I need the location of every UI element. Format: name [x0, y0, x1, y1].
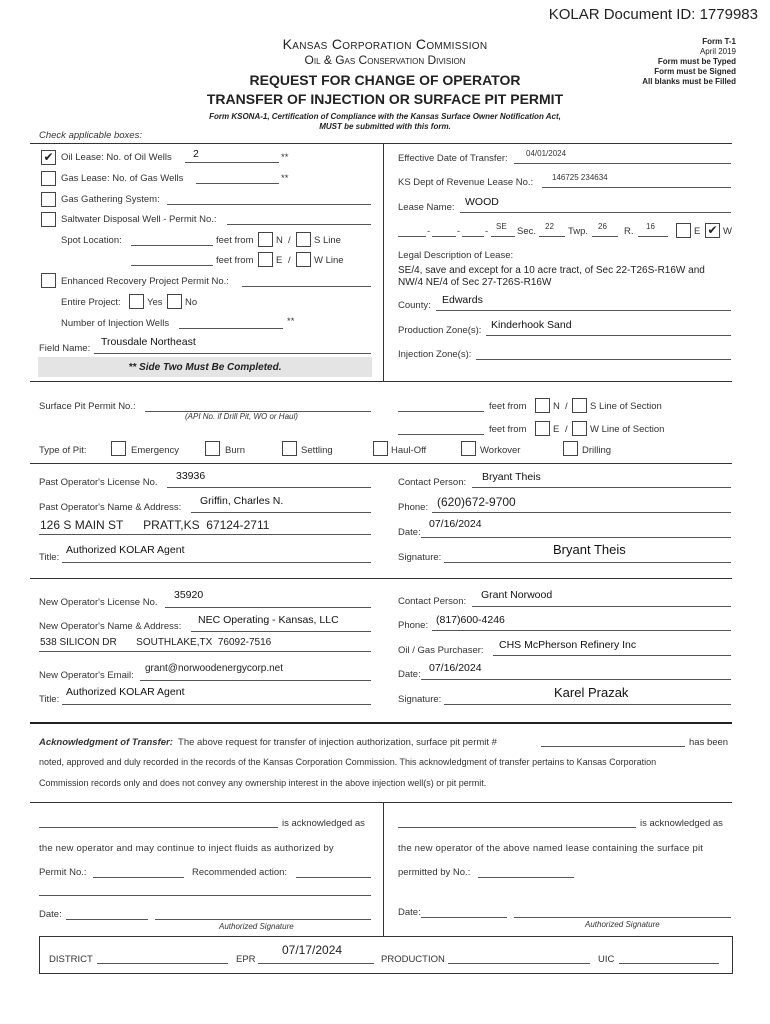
past-phone-value[interactable]: (620)672-9700 — [437, 495, 516, 509]
eff-date-line — [514, 163, 731, 164]
field-name-line — [94, 353, 371, 354]
r-line — [638, 236, 668, 237]
form-subtitle-2: MUST be submitted with this form. — [319, 122, 451, 131]
new-address-line — [39, 651, 371, 652]
num-inj-wells-line[interactable] — [179, 328, 283, 329]
lease-name-value[interactable]: WOOD — [465, 196, 499, 208]
new-name-label: New Operator's Name & Address: — [39, 621, 182, 632]
ack-left-line-2: the new operator and may continue to inject fluids as authorized by — [39, 843, 334, 854]
ack-text-2: noted, approved and duly recorded in the records of the Kansas Corporation Commission. This acknowledgment of transfer pertains to Kansas Corporation — [39, 757, 657, 767]
note-blanks: All blanks must be Filled — [642, 77, 736, 86]
loc-q3-line[interactable] — [462, 236, 484, 237]
num-inj-wells-label: Number of Injection Wells — [61, 318, 170, 329]
loc-dash-1: - — [427, 226, 431, 237]
twp-line — [592, 236, 618, 237]
note-signed: Form must be Signed — [654, 67, 736, 76]
new-signature-label: Signature: — [398, 694, 442, 705]
burn-label: Burn — [225, 445, 246, 456]
legal-desc-line-1[interactable]: SE/4, save and except for a 10 acre tract, of Sec 22-T26S-R16W and — [398, 265, 705, 276]
ack-left-rec-action: Recommended action: — [192, 867, 288, 878]
oil-lease-label: Oil Lease: No. of Oil Wells — [61, 152, 172, 163]
prod-zone-label: Production Zone(s): — [398, 325, 482, 336]
settling-checkbox[interactable] — [282, 441, 297, 456]
new-title-line — [62, 704, 371, 705]
county-value[interactable]: Edwards — [442, 294, 483, 306]
enhanced-label: Enhanced Recovery Project Permit No.: — [61, 276, 229, 287]
yes-checkbox[interactable] — [129, 294, 144, 309]
saltwater-checkbox[interactable] — [41, 212, 56, 227]
district-line[interactable] — [97, 963, 228, 964]
pit-feet-line-1[interactable] — [398, 411, 484, 412]
section-3-bottom — [30, 578, 732, 579]
new-license-line — [165, 607, 371, 608]
past-phone-line — [432, 512, 731, 513]
gas-gathering-line[interactable] — [167, 204, 371, 205]
legal-desc-label: Legal Description of Lease: — [398, 250, 514, 261]
new-title-label: Title: — [39, 694, 60, 705]
section-divider — [383, 143, 384, 381]
pit-slash-2: / — [565, 424, 568, 435]
ack-divider — [383, 802, 384, 937]
loc-dash-2: - — [457, 226, 461, 237]
legal-desc-line-2[interactable]: NW/4 NE/4 of Sec 27-T26S-R16W — [398, 277, 552, 288]
sec-line — [539, 236, 565, 237]
no-label: No — [185, 297, 198, 308]
new-contact-value[interactable]: Grant Norwood — [481, 589, 553, 601]
new-title-value[interactable]: Authorized KOLAR Agent — [66, 686, 185, 698]
new-email-label: New Operator's Email: — [39, 670, 134, 681]
burn-checkbox[interactable] — [205, 441, 220, 456]
ack-permit-line[interactable] — [541, 746, 685, 747]
w-line-label: W Line — [314, 255, 344, 266]
ack-text-3: Commission records only and does not convey any ownership interest in the above injection well(s) or pit permit. — [39, 778, 487, 788]
n-checkbox[interactable] — [258, 232, 273, 247]
county-label: County: — [398, 300, 431, 311]
ack-right-name-line[interactable] — [398, 827, 636, 828]
ks-dept-line — [542, 187, 731, 188]
hauloff-checkbox[interactable] — [373, 441, 388, 456]
pit-s-label: S Line of Section — [590, 401, 662, 412]
ack-left-permit-line[interactable] — [93, 877, 184, 878]
pit-slash-1: / — [565, 401, 568, 412]
num-inj-wells-stars: ** — [287, 316, 295, 327]
ack-top-border — [30, 802, 732, 803]
pit-api-note: (API No. if Drill Pit, WO or Haul) — [185, 412, 298, 421]
gas-wells-line[interactable] — [196, 183, 279, 184]
past-license-value[interactable]: 33936 — [176, 470, 206, 482]
spot-feet-from-1: feet from — [216, 235, 254, 246]
past-date-label: Date: — [398, 527, 421, 538]
loc-q4-line — [491, 236, 515, 237]
new-license-label: New Operator's License No. — [39, 597, 158, 608]
ack-paragraph-line-1 — [39, 737, 497, 748]
new-email-line — [140, 680, 371, 681]
section-4-bottom — [30, 722, 732, 724]
gas-gathering-checkbox[interactable] — [41, 192, 56, 207]
emergency-checkbox[interactable] — [111, 441, 126, 456]
n-label: N — [276, 235, 283, 246]
new-name-line — [191, 631, 371, 632]
pit-permit-label: Surface Pit Permit No.: — [39, 401, 136, 412]
past-signature-line — [444, 562, 731, 563]
spot-location-line-2[interactable] — [131, 265, 213, 266]
pit-n-checkbox[interactable] — [535, 398, 550, 413]
ack-left-signature-line[interactable] — [155, 919, 371, 920]
past-contact-label: Contact Person: — [398, 477, 467, 488]
oil-wells-value[interactable]: 2 — [193, 148, 199, 160]
past-title-line — [62, 562, 371, 563]
r-label: R. — [624, 226, 634, 237]
pit-e-checkbox[interactable] — [535, 421, 550, 436]
ack-heading: Acknowledgment of Transfer: — [39, 737, 173, 748]
past-title-label: Title: — [39, 552, 60, 563]
past-name-line — [191, 512, 371, 513]
gas-wells-stars: ** — [281, 173, 289, 184]
form-title-2: TRANSFER OF INJECTION OR SURFACE PIT PERMIT — [206, 91, 564, 107]
w-checkbox[interactable] — [296, 252, 311, 267]
form-number: Form T-1 — [702, 37, 736, 46]
loc-q2-line[interactable] — [432, 236, 456, 237]
e-label: E — [276, 255, 283, 266]
pit-feet-line-2[interactable] — [398, 434, 484, 435]
slash-1: / — [288, 235, 291, 246]
past-name-label: Past Operator's Name & Address: — [39, 502, 182, 513]
epr-label: EPR — [236, 954, 256, 965]
pit-n-label: N — [553, 401, 560, 412]
pit-w-label: W Line of Section — [590, 424, 665, 435]
inj-zone-label: Injection Zone(s): — [398, 349, 472, 360]
ack-left-rec-line[interactable] — [296, 877, 371, 878]
side-two-text: ** Side Two Must Be Completed. — [128, 362, 282, 373]
ack-left-date-label: Date: — [39, 909, 62, 920]
enhanced-line[interactable] — [242, 286, 371, 287]
uic-label: UIC — [598, 954, 615, 965]
form-date: April 2019 — [699, 47, 736, 56]
division-name: Oil & Gas Conservation Division — [304, 53, 466, 67]
past-date-line — [421, 537, 731, 538]
range-w-label: W — [723, 226, 732, 237]
agency-name: Kansas Corporation Commission — [282, 36, 488, 52]
form-subtitle-1: Form KSONA-1, Certification of Compliance with the Kansas Surface Owner Notification Act, — [209, 112, 561, 121]
loc-q4-value[interactable]: SE — [496, 222, 507, 231]
ack-right-auth-sig: Authorized Signature — [585, 920, 660, 929]
entire-project-label: Entire Project: — [61, 297, 121, 308]
ack-right-date-line[interactable] — [421, 917, 507, 918]
s-line-label: S Line — [314, 235, 341, 246]
ack-left-blank-line[interactable] — [39, 895, 371, 896]
new-date-label: Date: — [398, 669, 421, 680]
past-signature-label: Signature: — [398, 552, 442, 563]
pit-type-label: Type of Pit: — [39, 445, 87, 456]
ack-right-permitted-by: permitted by No.: — [398, 867, 471, 878]
loc-q1-line[interactable] — [398, 236, 426, 237]
past-contact-value[interactable]: Bryant Theis — [482, 471, 541, 483]
section-2-bottom — [30, 463, 732, 464]
uic-line[interactable] — [619, 963, 719, 964]
ack-left-is-ack: is acknowledged as — [282, 818, 365, 829]
new-contact-label: Contact Person: — [398, 596, 467, 607]
spot-feet-from-2: feet from — [216, 255, 254, 266]
eff-date-label: Effective Date of Transfer: — [398, 153, 508, 164]
oil-lease-checkbox[interactable]: ✔ — [41, 150, 56, 165]
epr-date-value[interactable]: 07/17/2024 — [282, 943, 343, 957]
new-phone-label: Phone: — [398, 620, 429, 631]
kolar-document-id: KOLAR Document ID: 1779983 — [548, 6, 758, 23]
production-label: PRODUCTION — [381, 954, 445, 965]
ack-right-is-ack: is acknowledged as — [640, 818, 723, 829]
drilling-label: Drilling — [582, 445, 612, 456]
saltwater-label: Saltwater Disposal Well - Permit No.: — [61, 214, 217, 225]
field-name-value[interactable]: Trousdale Northeast — [101, 336, 196, 348]
ack-has-been: has been — [689, 737, 729, 748]
sec-value[interactable]: 22 — [545, 222, 554, 231]
no-checkbox[interactable] — [167, 294, 182, 309]
s-checkbox[interactable] — [296, 232, 311, 247]
past-phone-label: Phone: — [398, 502, 429, 513]
inj-zone-line[interactable] — [476, 359, 731, 360]
district-label: DISTRICT — [49, 954, 93, 965]
check-applicable-label: Check applicable boxes: — [39, 130, 142, 141]
pit-feet-from-1: feet from — [489, 401, 527, 412]
ack-left-auth-sig: Authorized Signature — [219, 922, 294, 931]
past-date-value[interactable]: 07/16/2024 — [429, 518, 482, 530]
county-line — [436, 310, 731, 311]
ack-left-permit-no: Permit No.: — [39, 867, 87, 878]
new-purchaser-value[interactable]: CHS McPherson Refinery Inc — [499, 639, 637, 651]
workover-checkbox[interactable] — [461, 441, 476, 456]
new-phone-line — [432, 630, 731, 631]
past-license-line — [167, 487, 371, 488]
enhanced-checkbox[interactable] — [41, 273, 56, 288]
settling-label: Settling — [301, 445, 333, 456]
production-line[interactable] — [448, 963, 590, 964]
new-date-line — [421, 679, 731, 680]
past-address-line — [39, 534, 371, 535]
new-address-value[interactable]: 538 SILICON DR SOUTHLAKE,TX 76092-7516 — [40, 637, 272, 648]
gas-gathering-label: Gas Gathering System: — [61, 194, 160, 205]
new-date-value[interactable]: 07/16/2024 — [429, 662, 482, 674]
lease-name-line — [460, 212, 731, 213]
ack-right-line-2: the new operator of the above named lease containing the surface pit — [398, 843, 704, 854]
past-signature-value[interactable]: Bryant Theis — [553, 542, 626, 557]
note-typed: Form must be Typed — [657, 57, 736, 66]
past-contact-line — [472, 487, 731, 488]
new-email-value[interactable]: grant@norwoodenergycorp.net — [145, 663, 284, 674]
loc-dash-3: - — [485, 226, 489, 237]
sec-label: Sec. — [517, 226, 537, 237]
hauloff-label: Haul-Off — [391, 445, 427, 456]
new-signature-value[interactable]: Karel Prazak — [554, 685, 629, 700]
past-title-value[interactable]: Authorized KOLAR Agent — [66, 544, 185, 556]
new-contact-line — [472, 606, 731, 607]
workover-label: Workover — [480, 445, 521, 456]
new-name-value[interactable]: NEC Operating - Kansas, LLC — [198, 614, 339, 626]
range-e-checkbox[interactable] — [676, 223, 691, 238]
emergency-label: Emergency — [131, 445, 180, 456]
gas-lease-label: Gas Lease: No. of Gas Wells — [61, 173, 184, 184]
ack-right-date-label: Date: — [398, 907, 421, 918]
prod-zone-line — [486, 335, 731, 336]
form-title-1: REQUEST FOR CHANGE OF OPERATOR — [249, 72, 521, 88]
pit-s-checkbox[interactable] — [572, 398, 587, 413]
eff-date-value[interactable]: 04/01/2024 — [526, 149, 567, 158]
new-signature-line — [444, 704, 731, 705]
saltwater-line[interactable] — [227, 224, 371, 225]
ack-left-name-line[interactable] — [39, 827, 278, 828]
epr-line — [258, 963, 374, 964]
oil-wells-line — [185, 162, 279, 163]
lease-name-label: Lease Name: — [398, 202, 455, 213]
past-name-value[interactable]: Griffin, Charles N. — [200, 495, 284, 507]
section-top-border — [30, 143, 732, 144]
range-e-label: E — [694, 226, 701, 237]
e-checkbox[interactable] — [258, 252, 273, 267]
spot-location-line[interactable] — [131, 245, 213, 246]
ks-dept-value[interactable]: 146725 234634 — [552, 173, 608, 182]
gas-lease-checkbox[interactable] — [41, 171, 56, 186]
ack-left-date-line[interactable] — [66, 919, 148, 920]
ack-right-permitted-line[interactable] — [478, 877, 574, 878]
slash-2: / — [288, 255, 291, 266]
pit-e-label: E — [553, 424, 560, 435]
new-purchaser-line — [493, 655, 731, 656]
r-value[interactable]: 16 — [646, 222, 655, 231]
range-w-checkbox[interactable]: ✔ — [705, 223, 720, 238]
new-purchaser-label: Oil / Gas Purchaser: — [398, 645, 484, 656]
spot-location-label: Spot Location: — [61, 235, 122, 246]
yes-label: Yes — [147, 297, 163, 308]
drilling-checkbox[interactable] — [563, 441, 578, 456]
field-name-label: Field Name: — [39, 343, 91, 354]
ack-text-1: The above request for transfer of injection authorization, surface pit permit # — [178, 737, 497, 748]
ks-dept-label: KS Dept of Revenue Lease No.: — [398, 177, 534, 188]
twp-value[interactable]: 26 — [598, 222, 607, 231]
pit-feet-from-2: feet from — [489, 424, 527, 435]
section-1-bottom — [30, 381, 732, 382]
twp-label: Twp. — [568, 226, 589, 237]
oil-wells-stars: ** — [281, 152, 289, 163]
prod-zone-value[interactable]: Kinderhook Sand — [491, 319, 572, 331]
past-license-label: Past Operator's License No. — [39, 477, 158, 488]
pit-w-checkbox[interactable] — [572, 421, 587, 436]
new-phone-value[interactable]: (817)600-4246 — [436, 614, 505, 626]
past-address-value[interactable]: 126 S MAIN ST PRATT,KS 67124-2711 — [40, 518, 270, 532]
ack-right-signature-line[interactable] — [514, 917, 731, 918]
new-license-value[interactable]: 35920 — [174, 589, 204, 601]
